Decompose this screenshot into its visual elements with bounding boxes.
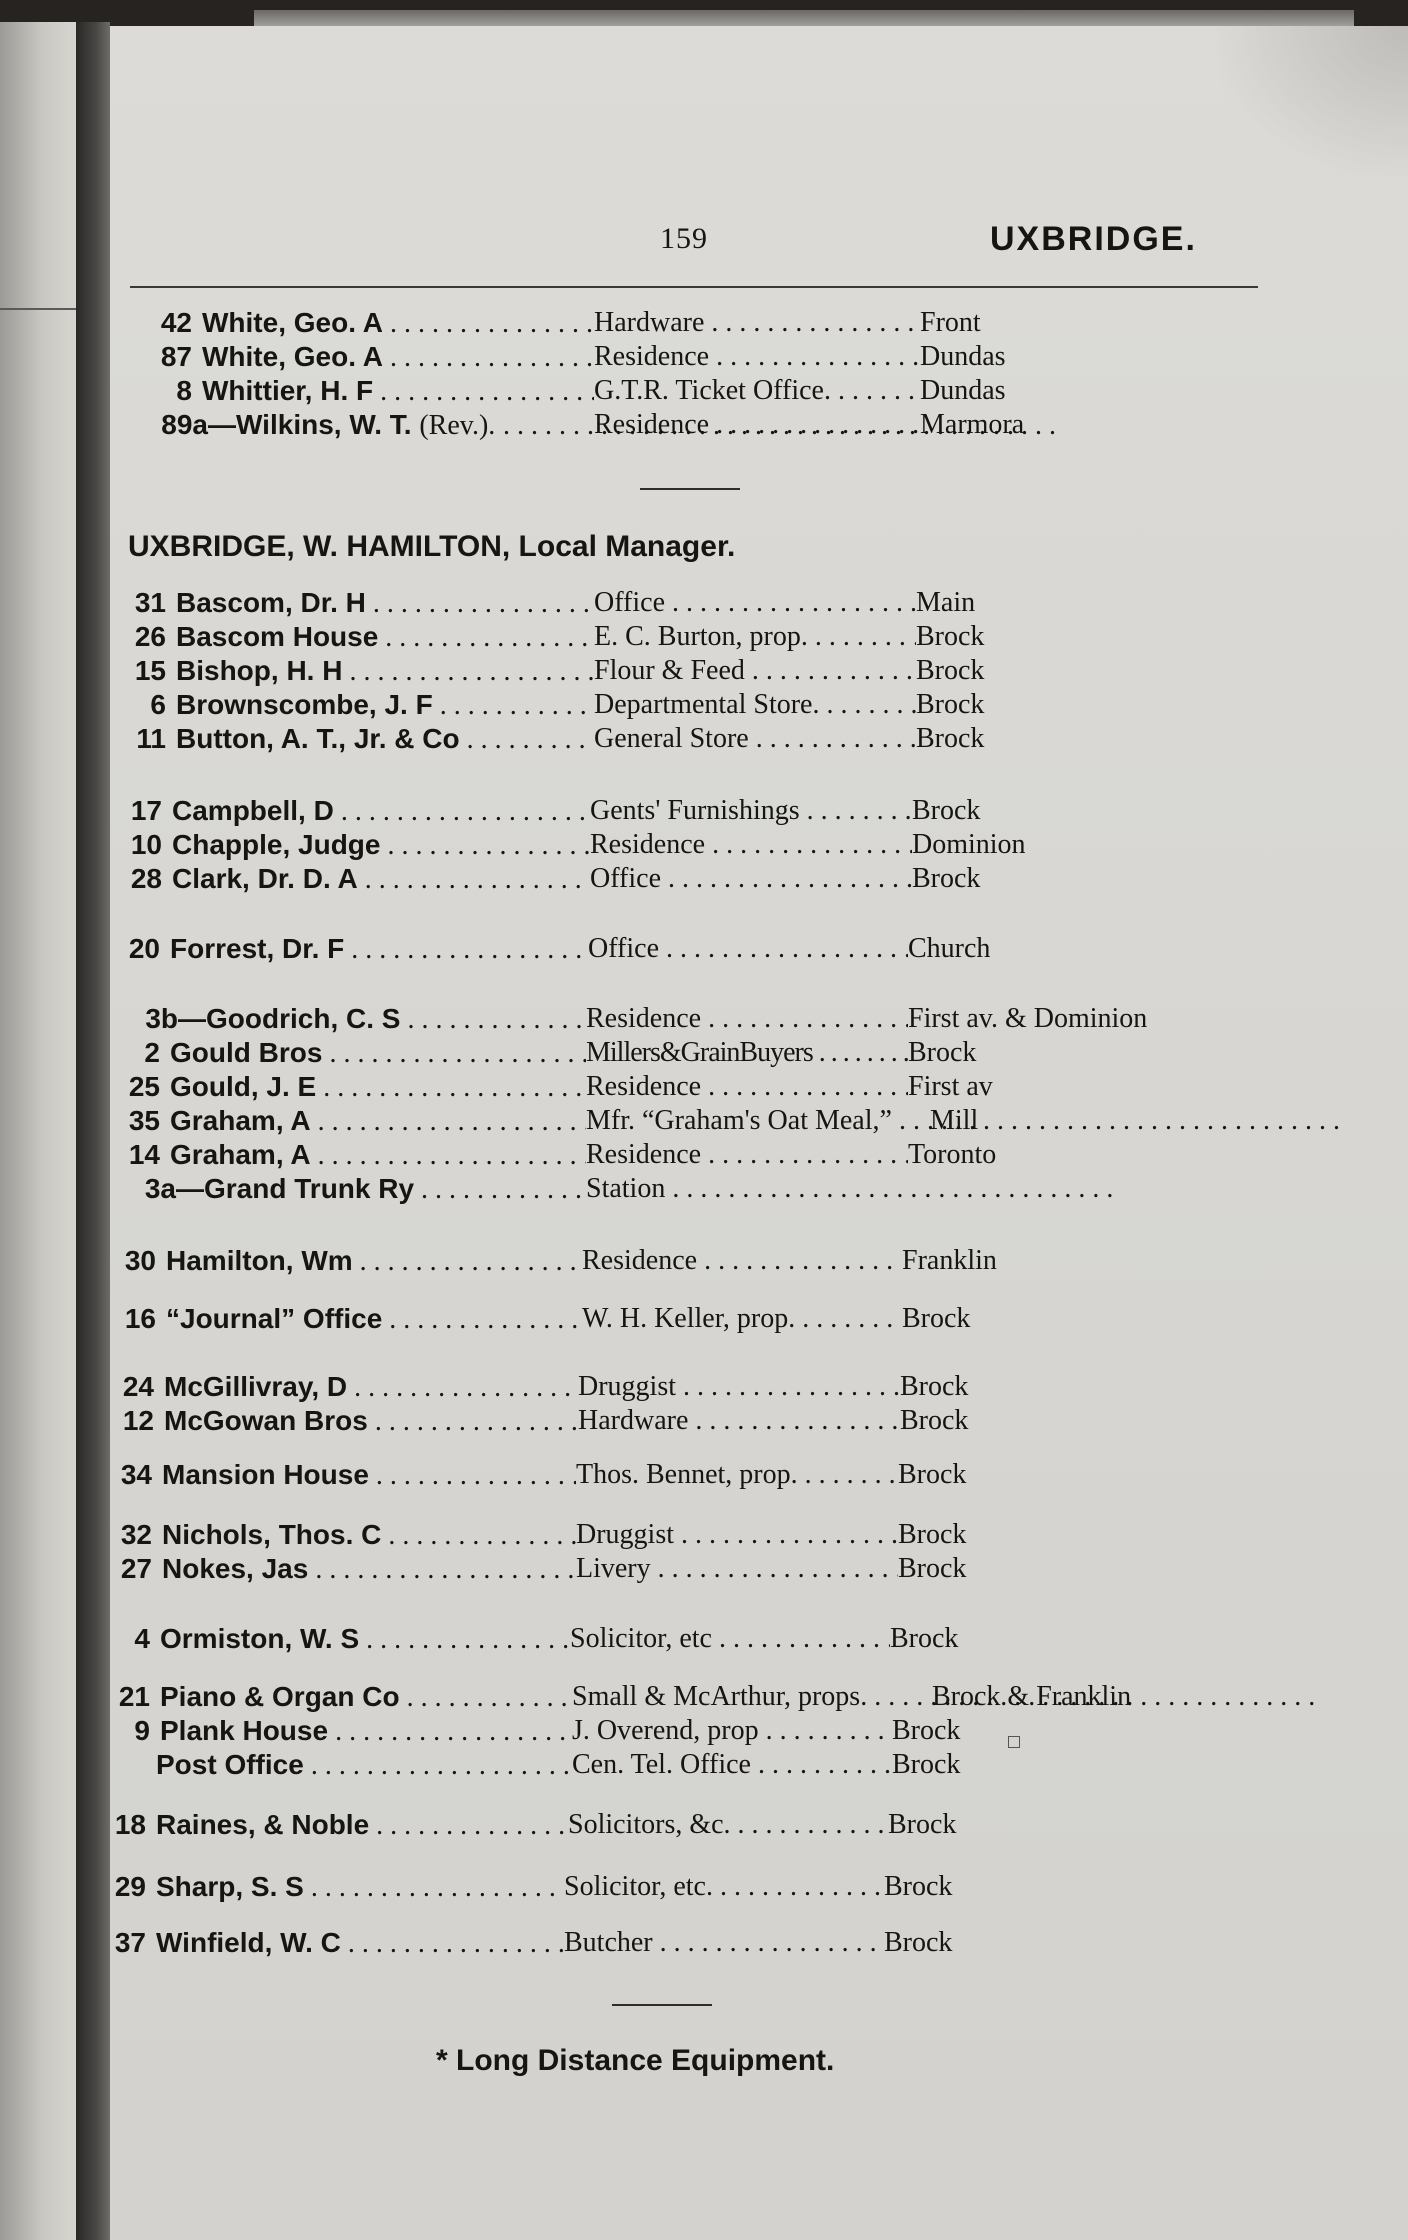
entry-name: Mansion House . . .: [162, 1458, 576, 1493]
entry-number: 3a—: [144, 1173, 204, 1204]
entry-name: Piano & Organ Co . . .: [160, 1680, 572, 1715]
entry-description: Flour & Feed . . .: [594, 654, 916, 688]
entry-description: Solicitors, &c. . . .: [568, 1808, 888, 1842]
entry-location: Main: [916, 587, 976, 618]
entry-location: Brock: [892, 1749, 961, 1780]
entry-name: Bascom, Dr. H . . .: [176, 586, 594, 621]
entry-number: 28: [130, 863, 162, 894]
entry-name-text: Wilkins, W. T.: [236, 409, 412, 440]
entry-number: 29: [114, 1871, 146, 1902]
entry-description: Residence . . .: [586, 1138, 908, 1172]
entry-name: [236, 408, 594, 443]
entry-location: Brock: [884, 1927, 953, 1958]
entry-location: Brock: [900, 1405, 969, 1436]
entry-location: Front: [920, 307, 981, 338]
entry-location: Marmora: [920, 409, 1025, 440]
entry-number: 11: [136, 723, 166, 754]
page-number: 159: [660, 222, 708, 255]
entry-location: Brock: [900, 1371, 969, 1402]
entry-location: Church: [908, 933, 991, 964]
entry-name: Forrest, Dr. F . . .: [170, 932, 588, 967]
entry-location: Brock: [898, 1553, 967, 1584]
entry-name: Brownscombe, J. F . . .: [176, 688, 594, 723]
entry-number: 14: [128, 1139, 160, 1170]
entry-name: Sharp, S. S . . .: [156, 1870, 564, 1905]
entry-location: Brock: [898, 1459, 967, 1490]
entry-description: Hardware . . .: [594, 306, 920, 340]
entry-number: 35: [128, 1105, 160, 1136]
entry-name: McGowan Bros . . .: [164, 1404, 578, 1439]
entry-name: Gould, J. E . . .: [170, 1070, 586, 1105]
entry-number: 16: [124, 1303, 156, 1334]
entry-number: 24: [122, 1371, 154, 1402]
entry-number: 12: [122, 1405, 154, 1436]
entry-description: Residence . . .: [590, 828, 912, 862]
entry-location: First av. & Dominion: [908, 1003, 1148, 1034]
entry-number: 25: [128, 1071, 160, 1102]
entry-description: Residence . . .: [594, 408, 920, 442]
entry-number: 42: [160, 307, 192, 338]
entry-description: [572, 1680, 922, 1714]
entry-name: White, Geo. A . . .: [202, 340, 594, 375]
entry-location: Brock & Franklin: [932, 1681, 1132, 1712]
entry-number: 17: [130, 795, 162, 826]
entry-location: Dundas: [920, 341, 1006, 372]
entry-location: Brock: [884, 1871, 953, 1902]
entry-name: Plank House . . .: [160, 1714, 572, 1749]
entry-description: Residence . . .: [586, 1070, 908, 1104]
entry-description: W. H. Keller, prop. . . .: [582, 1302, 902, 1336]
entry-number: 20: [128, 933, 160, 964]
entry-number: 37: [114, 1927, 146, 1958]
entry-number: 15: [134, 655, 166, 686]
entry-location: Mill: [930, 1105, 979, 1136]
entry-name: Grand Trunk Ry . . .: [204, 1172, 586, 1207]
entry-number: 26: [134, 621, 166, 652]
entry-description: Thos. Bennet, prop. . . .: [576, 1458, 898, 1492]
entry-location: Brock: [892, 1715, 961, 1746]
entry-number: 87: [160, 341, 192, 372]
entry-number: 31: [134, 587, 166, 618]
entry-name: Campbell, D . . .: [172, 794, 590, 829]
entry-number: 6: [150, 689, 166, 720]
entry-name: White, Geo. A . . .: [202, 306, 594, 341]
entry-name: Nichols, Thos. C . . .: [162, 1518, 576, 1553]
entry-description: Office . . .: [590, 862, 912, 896]
footer-note: * Long Distance Equipment.: [436, 2044, 835, 2077]
entry-name: Nokes, Jas . . .: [162, 1552, 576, 1587]
entry-name: Button, A. T., Jr. & Co . . .: [176, 722, 594, 757]
entry-name-note: (Rev.).: [419, 410, 496, 441]
entry-description: E. C. Burton, prop. . . .: [594, 620, 916, 654]
section-divider: [640, 488, 740, 490]
entry-location: Dominion: [912, 829, 1026, 860]
section-heading: UXBRIDGE, W. HAMILTON, Local Manager.: [128, 530, 736, 563]
entry-description: General Store . . .: [594, 722, 916, 756]
entry-description: Hardware . . .: [578, 1404, 900, 1438]
entry-name: Graham, A . . .: [170, 1138, 586, 1173]
entry-number: 32: [120, 1519, 152, 1550]
entry-location: First av: [908, 1071, 993, 1102]
entry-name: Graham, A . . .: [170, 1104, 586, 1139]
entry-number: 18: [114, 1809, 146, 1840]
entry-number: 34: [120, 1459, 152, 1490]
entry-number: 21: [118, 1681, 150, 1712]
entry-description: G.T.R. Ticket Office. . . .: [594, 374, 920, 408]
entry-description: [586, 1172, 786, 1206]
entry-name: Goodrich, C. S . . .: [206, 1002, 586, 1037]
entry-description: Butcher . . .: [564, 1926, 884, 1960]
print-artifact: [1008, 1736, 1020, 1748]
entry-number: 30: [124, 1245, 156, 1276]
entry-description: Solicitor, etc. . . .: [564, 1870, 884, 1904]
entry-number: 9: [134, 1715, 150, 1746]
entry-description: Druggist . . .: [578, 1370, 900, 1404]
entry-name: Clark, Dr. D. A . . .: [172, 862, 590, 897]
entry-location: Brock: [916, 689, 985, 720]
entry-location: Toronto: [908, 1139, 997, 1170]
entry-location: Brock: [916, 655, 985, 686]
entry-description: Departmental Store. . . .: [594, 688, 916, 722]
entry-name: Bishop, H. H . . .: [176, 654, 594, 689]
entry-description: Residence . . .: [594, 340, 920, 374]
entry-name: Chapple, Judge . . .: [172, 828, 590, 863]
entry-description: Office . . .: [594, 586, 916, 620]
entry-name: Winfield, W. C . . .: [156, 1926, 564, 1961]
entry-description-text: Small & McArthur, props.: [572, 1681, 868, 1712]
entry-name: Ormiston, W. S . . .: [160, 1622, 570, 1657]
entry-number: 27: [120, 1553, 152, 1584]
entry-number: 2: [144, 1037, 160, 1068]
entry-name: “Journal” Office . . .: [166, 1302, 582, 1337]
entry-location: Brock: [912, 863, 981, 894]
entry-number: 89a—: [161, 409, 236, 440]
entry-description: Gents' Furnishings . . .: [590, 794, 912, 828]
entry-location: Brock: [898, 1519, 967, 1550]
entry-description: Millers&GrainBuyers . . .: [586, 1036, 908, 1070]
entry-description: Livery . . .: [576, 1552, 898, 1586]
entry-name: Bascom House . . .: [176, 620, 594, 655]
entry-number: 3b—: [145, 1003, 206, 1034]
entry-location: Brock: [908, 1037, 977, 1068]
page-title: UXBRIDGE.: [990, 220, 1197, 258]
entry-description: Residence . . .: [586, 1002, 908, 1036]
entry-description-text: Station: [586, 1173, 666, 1204]
entry-description: Office . . .: [588, 932, 908, 966]
entry-description-text: Mfr. “Graham's Oat Meal,”: [586, 1105, 892, 1136]
entry-name: Gould Bros . . .: [170, 1036, 586, 1071]
entry-name: Whittier, H. F . . .: [202, 374, 594, 409]
entry-name: Hamilton, Wm . . .: [166, 1244, 582, 1279]
entry-description: [586, 1104, 926, 1138]
entry-number: 4: [134, 1623, 150, 1654]
entry-description: Cen. Tel. Office . . .: [572, 1748, 892, 1782]
footer-divider: [612, 2004, 712, 2006]
entry-location: Dundas: [920, 375, 1006, 406]
entry-location: Franklin: [902, 1245, 997, 1276]
entry-name: Raines, & Noble . . .: [156, 1808, 568, 1843]
entry-location: Brock: [902, 1303, 971, 1334]
entry-number: 8: [176, 375, 192, 406]
entry-location: Brock: [916, 621, 985, 652]
entry-name: McGillivray, D . . .: [164, 1370, 578, 1405]
entry-location: Brock: [890, 1623, 959, 1654]
entry-description: J. Overend, prop . . .: [572, 1714, 892, 1748]
entry-location: Brock: [916, 723, 985, 754]
entry-description: Residence . . .: [582, 1244, 902, 1278]
entry-location: Brock: [912, 795, 981, 826]
entry-location: Brock: [888, 1809, 957, 1840]
entry-description: Solicitor, etc . . .: [570, 1622, 890, 1656]
entry-name: Post Office . . .: [156, 1748, 572, 1783]
entry-number: 10: [130, 829, 162, 860]
entry-description: Druggist . . .: [576, 1518, 898, 1552]
